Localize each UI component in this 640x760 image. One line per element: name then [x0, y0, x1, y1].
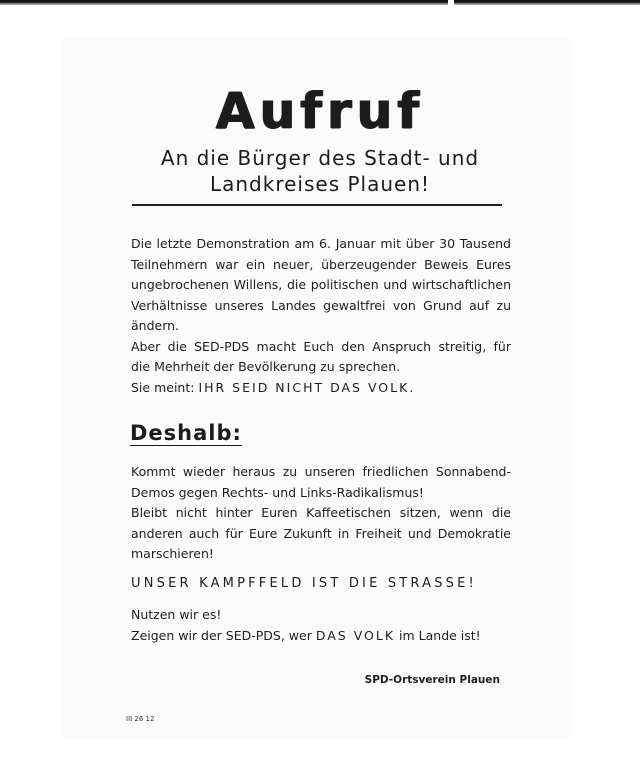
subtitle-line-2: Landkreises Plauen!	[209, 172, 431, 196]
closing-spaced: DAS VOLK	[315, 627, 396, 643]
paragraph-1	[131, 234, 511, 398]
closing-paragraph	[131, 605, 511, 646]
paragraph-1-line: Aber die SED-PDS macht Euch den Anspruch streitig, für	[131, 338, 511, 354]
paragraph-1-line: Verhältnisse unseres Landes gewaltfrei von Grund auf zu	[131, 297, 511, 313]
subtitle-line-1: An die Bürger des Stadt- und	[160, 146, 480, 170]
paragraph-1-line: Die letzte Demonstration am 6. Januar mit über 30 Tausend	[131, 236, 511, 251]
paragraph-1-line: die Mehrheit der Bevölkerung zu sprechen.	[131, 359, 401, 374]
paragraph-2-line: Bleibt nicht hinter Euren Kaffeetischen sitzen, wenn die	[131, 505, 511, 520]
title-divider	[132, 204, 502, 206]
section-heading: Deshalb:	[130, 421, 242, 445]
claim-spaced: IHR SEID NICHT DAS VOLK.	[198, 379, 416, 395]
paragraph-2-line: Kommt wieder heraus zu unseren friedlichen Sonnabend-	[131, 464, 511, 479]
paragraph-2-line: marschieren!	[131, 546, 214, 561]
scan-edge-bar	[0, 0, 640, 5]
print-code: III 26 12	[126, 715, 155, 723]
paragraph-1-line: ändern.	[131, 318, 180, 333]
paragraph-1-line: Teilnehmern war ein neuer, überzeugender Beweis Eures	[131, 256, 511, 272]
paragraph-1-line: ungebrochenen Willens, die politischen und wirtschaftlichen	[131, 277, 511, 292]
paragraph-2-line: Demos gegen Rechts- und Links-Radikalismus!	[131, 484, 424, 500]
paragraph-2-line: anderen auch für Eure Zukunft in Freiheit und Demokratie	[131, 525, 511, 541]
paragraph-2	[131, 462, 511, 565]
claim-prefix: Sie meint:	[131, 379, 195, 395]
slogan: UNSER KAMPFFELD IST DIE STRASSE!	[131, 576, 477, 591]
claim-line	[131, 378, 511, 399]
closing-prefix: Zeigen wir der SED-PDS, wer	[131, 627, 312, 643]
document-title: Aufruf	[215, 82, 425, 140]
closing-line-1: Nutzen wir es!	[131, 607, 222, 622]
scan-edge-gap	[448, 0, 454, 5]
closing-suffix: im Lande ist!	[399, 627, 481, 643]
signature: SPD-Ortsverein Plauen	[364, 674, 500, 686]
closing-line-2	[131, 626, 511, 647]
